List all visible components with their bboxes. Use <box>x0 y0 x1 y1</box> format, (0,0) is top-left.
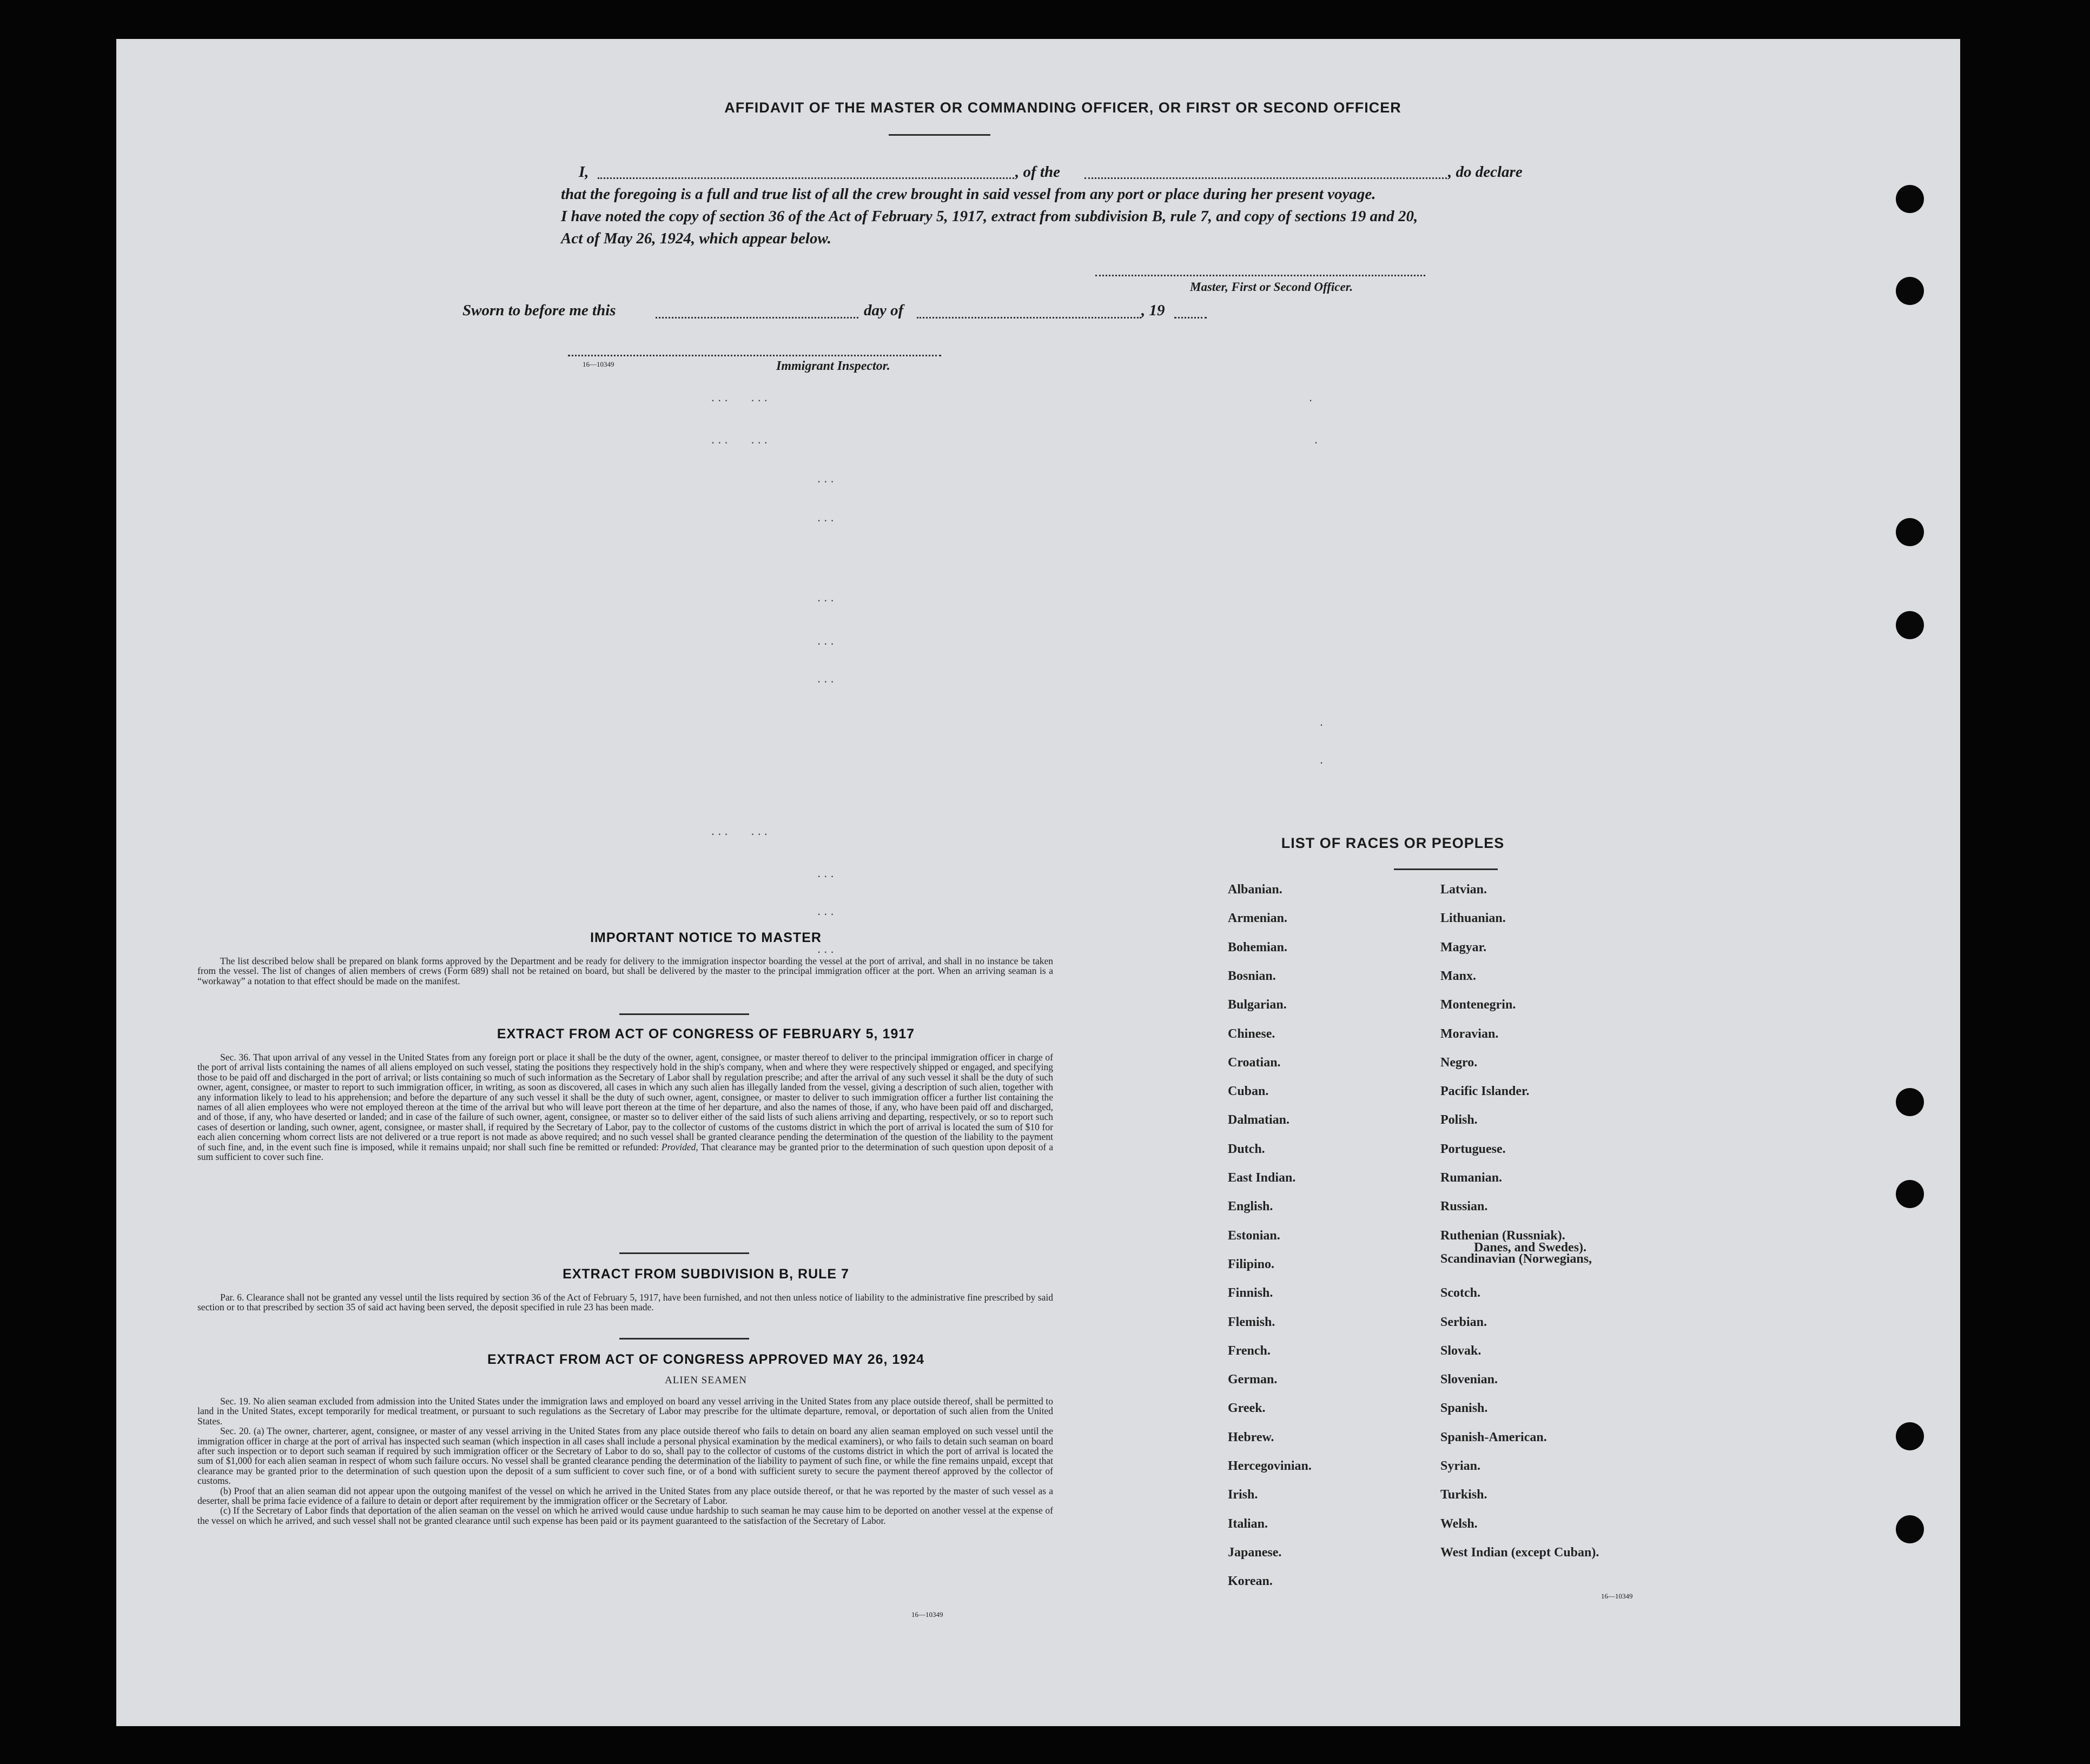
scan-mark: . . . <box>817 866 834 880</box>
race-item: Croatian. <box>1228 1055 1281 1070</box>
race-item: West Indian (except Cuban). <box>1440 1545 1599 1560</box>
race-item: Manx. <box>1440 969 1476 983</box>
race-item: Filipino. <box>1228 1257 1275 1271</box>
scan-mark: . <box>1320 715 1324 728</box>
race-item: Lithuanian. <box>1440 911 1506 926</box>
race-item: Montenegrin. <box>1440 998 1516 1012</box>
races-form-number: 16—10349 <box>1601 1592 1633 1600</box>
extract-1924-title: EXTRACT FROM ACT OF CONGRESS APPROVED MAY 26, 1924 <box>487 1352 925 1367</box>
race-item: Hercegovinian. <box>1228 1459 1312 1473</box>
race-item: Chinese. <box>1228 1026 1275 1041</box>
race-item: Dutch. <box>1228 1142 1265 1156</box>
race-item: Italian. <box>1228 1516 1268 1531</box>
binder-hole <box>1896 185 1924 213</box>
affidavit-line-3: I have noted the copy of section 36 of the Act of February 5, 1917, extract from subdivision B, rule 7, and copy of sections 19 and 20, <box>561 208 1418 225</box>
affidavit-body <box>462 161 1571 250</box>
race-item: Negro. <box>1440 1055 1478 1070</box>
notice-text: The list described below shall be prepared on blank forms approved by the Department and be ready for delivery to the immigration inspector boarding the vessel at the port of arrival, and shall in no instance be taken from the vessel. The list of changes of alien members of crews (Form 689) shall not be retained on board, but shall be delivered by the master to the principal immigration officer at the port. When an arriving seaman is a “workaway” a notation to that effect should be made on the manifest. <box>197 956 1053 986</box>
scan-mark: . <box>1314 433 1318 446</box>
race-item: Korean. <box>1228 1574 1273 1589</box>
race-item: Polish. <box>1440 1113 1478 1128</box>
sworn-day-blank <box>656 317 858 319</box>
race-item: Slovak. <box>1440 1343 1481 1358</box>
scan-mark: . . . <box>817 904 834 918</box>
race-item: Albanian. <box>1228 883 1282 897</box>
scan-mark: . . . <box>817 942 834 956</box>
race-item: Dalmatian. <box>1228 1113 1289 1128</box>
extract-1924-body <box>197 1396 1053 1526</box>
sworn-year: , 19 <box>1141 302 1165 319</box>
extract-rule7-text: Par. 6. Clearance shall not be granted any vessel until the lists required by section 36 of the Act of February 5, 1917, have been furnished, and not then unless notice of liability to the administrative fine prescribed by said section or to that prescribed by section 35 of said act having been served, the deposit specified in rule 23 has been made. <box>197 1292 1053 1313</box>
race-item: Syrian. <box>1440 1459 1481 1473</box>
extract-rule7-body <box>197 1292 1053 1312</box>
race-item: Latvian. <box>1440 883 1487 897</box>
affidavit-title-rule <box>889 134 990 136</box>
extract-1917-body <box>197 1052 1053 1162</box>
race-item: French. <box>1228 1343 1271 1358</box>
race-item: Portuguese. <box>1440 1142 1506 1156</box>
scan-mark: . . . <box>817 672 834 685</box>
scan-mark: . . . . . . <box>711 390 768 404</box>
race-item: Slovenian. <box>1440 1372 1498 1387</box>
affidavit-form-number: 16—10349 <box>583 360 614 368</box>
race-item: Bosnian. <box>1228 969 1276 983</box>
race-item: English. <box>1228 1199 1273 1214</box>
master-signature-line <box>1095 275 1425 276</box>
race-item: Armenian. <box>1228 911 1287 926</box>
scan-mark: . . . <box>817 472 834 485</box>
race-item: Magyar. <box>1440 940 1487 954</box>
race-item: Ruthenian (Russniak). <box>1440 1228 1565 1243</box>
inspector-signature-line <box>568 355 941 356</box>
extract-1917-proviso-italic: Provided, <box>661 1141 698 1152</box>
document-page <box>116 39 1960 1726</box>
sworn-year-blank <box>1174 317 1207 319</box>
inspector-label: Immigrant Inspector. <box>776 359 890 373</box>
section-divider <box>619 1252 749 1254</box>
binder-hole <box>1896 1422 1924 1450</box>
affidavit-of-the: , of the <box>1015 163 1060 181</box>
scan-mark: . . . . . . <box>711 824 768 838</box>
race-item: Scotch. <box>1440 1286 1480 1301</box>
binder-hole <box>1896 1515 1924 1543</box>
sworn-day-of: day of <box>864 302 904 319</box>
extract-1917-proviso: That clearance may be granted prior to the determination of such question upon deposit of a sum sufficient to cover such fine. <box>197 1141 1054 1163</box>
race-item: Danes, and Swedes). <box>1474 1240 1587 1255</box>
extract-1924-paragraph: Sec. 19. No alien seaman excluded from admission into the United States under the immigration laws and employed on board any vessel arriving in the United States from any place outside thereof, shall be permitted to land in the United States, except temporarily for medical treatment, or pursuant to such regulations as the Secretary of Labor may prescribe for the ultimate departure, removal, or deportation of such alien from the United States. <box>197 1396 1053 1427</box>
extract-1924-subtitle: ALIEN SEAMEN <box>665 1375 747 1386</box>
race-item: Greek. <box>1228 1401 1266 1416</box>
binder-hole <box>1896 1180 1924 1208</box>
race-item: Pacific Islander. <box>1440 1084 1530 1099</box>
affidavit-title: AFFIDAVIT OF THE MASTER OR COMMANDING OFFICER, OR FIRST OR SECOND OFFICER <box>724 100 1401 116</box>
binder-hole <box>1896 611 1924 639</box>
race-item: Turkish. <box>1440 1488 1487 1502</box>
binder-hole <box>1896 1088 1924 1116</box>
master-signature-label: Master, First or Second Officer. <box>1190 280 1353 294</box>
vessel-blank <box>1084 177 1447 179</box>
race-item: Spanish. <box>1440 1401 1488 1416</box>
race-item: Serbian. <box>1440 1315 1487 1329</box>
extract-1924-paragraph: Sec. 20. (a) The owner, charterer, agent, consignee, or master of any vessel arriving in the United States from any place outside thereof who fails to detain on board any alien seaman employed on such vessel until the immigration officer in charge at the port of arrival has inspected such seaman (which inspection in all cases shall include a personal physical examination by the medical examiners), or who fails to detain such seaman on board after such inspection or to deport such seaman if required by such immigration officer or the Secretary of Labor to do so, shall pay to the collector of customs of the customs district in which the port of arrival is located the sum of $1,000 for each alien seaman in respect of whom such failure occurs. No vessel shall be granted clearance pending the determination of the liability to payment of such fine, or while the fine remains unpaid, except that clearance may be granted prior to the determination of such question upon the deposit of a sum sufficient to cover such fine, or of a bond with sufficient surety to secure the payment thereof approved by the collector of customs. <box>197 1425 1053 1487</box>
section-divider <box>619 1013 749 1015</box>
section-divider <box>619 1338 749 1339</box>
extract-rule7-title: EXTRACT FROM SUBDIVISION B, RULE 7 <box>563 1266 849 1282</box>
scan-mark: . . . <box>817 591 834 604</box>
binder-hole <box>1896 518 1924 546</box>
scan-mark: . . . <box>817 634 834 647</box>
notice-title: IMPORTANT NOTICE TO MASTER <box>590 930 822 945</box>
affidavit-line-1 <box>462 161 1571 183</box>
extract-1917-title: EXTRACT FROM ACT OF CONGRESS OF FEBRUARY 5, 1917 <box>497 1026 915 1042</box>
race-item: Japanese. <box>1228 1545 1282 1560</box>
race-item: Hebrew. <box>1228 1430 1274 1444</box>
scan-mark: . <box>1309 390 1313 404</box>
race-item: Spanish-American. <box>1440 1430 1547 1444</box>
race-item: Russian. <box>1440 1199 1488 1214</box>
race-item: Bulgarian. <box>1228 998 1287 1012</box>
races-title: LIST OF RACES OR PEOPLES <box>1281 835 1505 851</box>
affidavit-line-2: that the foregoing is a full and true list of all the crew brought in said vessel from any port or place during her present voyage. <box>561 185 1376 203</box>
race-item: Welsh. <box>1440 1516 1478 1531</box>
scan-mark: . . . . . . <box>711 433 768 446</box>
races-title-rule <box>1394 868 1498 870</box>
sworn-month-blank <box>917 317 1141 319</box>
affidavit-line-4: Act of May 26, 1924, which appear below. <box>561 230 831 247</box>
race-item: Scandinavian (Norwegians, <box>1440 1251 1592 1266</box>
race-item: Finnish. <box>1228 1286 1273 1301</box>
extract-1924-form-number: 16—10349 <box>911 1610 943 1619</box>
scan-mark: . . . <box>817 510 834 524</box>
race-item: Rumanian. <box>1440 1171 1503 1185</box>
race-item: German. <box>1228 1372 1278 1387</box>
race-item: Bohemian. <box>1228 940 1288 954</box>
race-item: Moravian. <box>1440 1026 1499 1041</box>
extract-1924-paragraph: (c) If the Secretary of Labor finds that deportation of the alien seaman on the vessel on which he arrived would cause undue hardship to such seaman he may cause him to be deported on another vessel at the expense of the vessel on which he arrived, and such vessel shall not be granted clearance until such expense has been paid or its payment guaranteed to the satisfaction of the Secretary of Labor. <box>197 1505 1053 1526</box>
affidavit-i: I, <box>579 163 589 181</box>
notice-body <box>197 956 1053 986</box>
extract-1917-text: Sec. 36. That upon arrival of any vessel in the United States from any foreign port or place it shall be the duty of the owner, agent, consignee, or master thereof to deliver to the principal immigration officer in charge of the port of arrival lists containing the names of all aliens employed on such vessel, stating the positions they respectively hold in the ship's company, when and where they were respectively shipped or engaged, and specifying those to be paid off and discharged in the port of arrival; or lists containing so much of such information as the Secretary of Labor shall by regulation prescribe; and after the arrival of any such vessel it shall be the duty of such owner, agent, consignee, or master to report to such immigration officer, in writing, as soon as discovered, all cases in which any such alien has illegally landed from the vessel, giving a description of such alien, together with any information likely to lead to his apprehension; and before the departure of any such vessel it shall be the duty of such owner, agent, consignee, or master to deliver to such immigration officer a further list containing the names of all alien employees who were not employed thereon at the time of the arrival but who will leave port thereon at the time of her departure, and also the names of those, if any, who have been paid off and discharged, and of those, if any, who have deserted or landed; and in case of the failure of such owner, agent, consignee, or master so to deliver either of the said lists of such aliens arriving and departing, respectively, or so to report such cases of desertion or landing, such owner, agent, consignee, or master shall, if required by the Secretary of Labor, pay to the collector of customs of the customs district in which the port of arrival is located the sum of $10 for each alien concerning whom correct lists are not delivered or a true report is not made as above required; and no such vessel shall be granted clearance pending the determination of the question of the liability to the payment of such fine, and, in the event such fine is imposed, while it remains unpaid; nor shall such fine be remitted or refunded: <box>197 1052 1053 1152</box>
name-blank <box>598 177 1014 179</box>
sworn-prefix: Sworn to before me this <box>462 302 616 319</box>
race-item: Irish. <box>1228 1488 1258 1502</box>
race-item: Flemish. <box>1228 1315 1275 1329</box>
race-item: Estonian. <box>1228 1228 1280 1243</box>
binder-hole <box>1896 277 1924 305</box>
scan-mark: . <box>1320 753 1324 766</box>
race-item: East Indian. <box>1228 1171 1296 1185</box>
affidavit-do-declare: , do declare <box>1448 163 1523 181</box>
extract-1924-paragraph: (b) Proof that an alien seaman did not appear upon the outgoing manifest of the vessel on which he arrived in the United States from any place outside thereof, or that he was reported by the master of such vessel as a deserter, shall be prima facie evidence of a failure to detain or deport after requirement by the immigration officer or the Secretary of Labor. <box>197 1485 1053 1507</box>
race-item: Cuban. <box>1228 1084 1269 1099</box>
sworn-line <box>462 302 1382 323</box>
